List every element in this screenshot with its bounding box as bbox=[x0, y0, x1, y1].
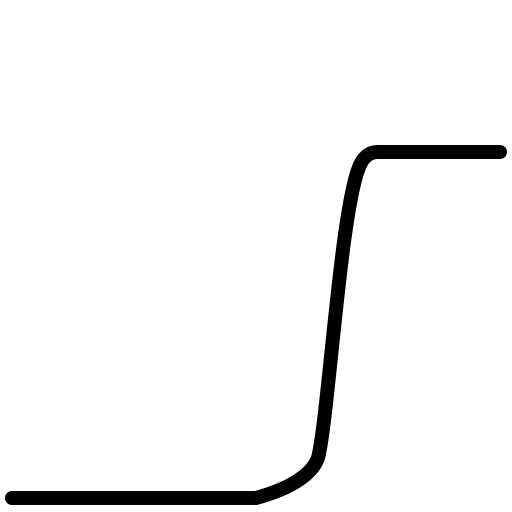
step-curve-path bbox=[12, 152, 500, 498]
